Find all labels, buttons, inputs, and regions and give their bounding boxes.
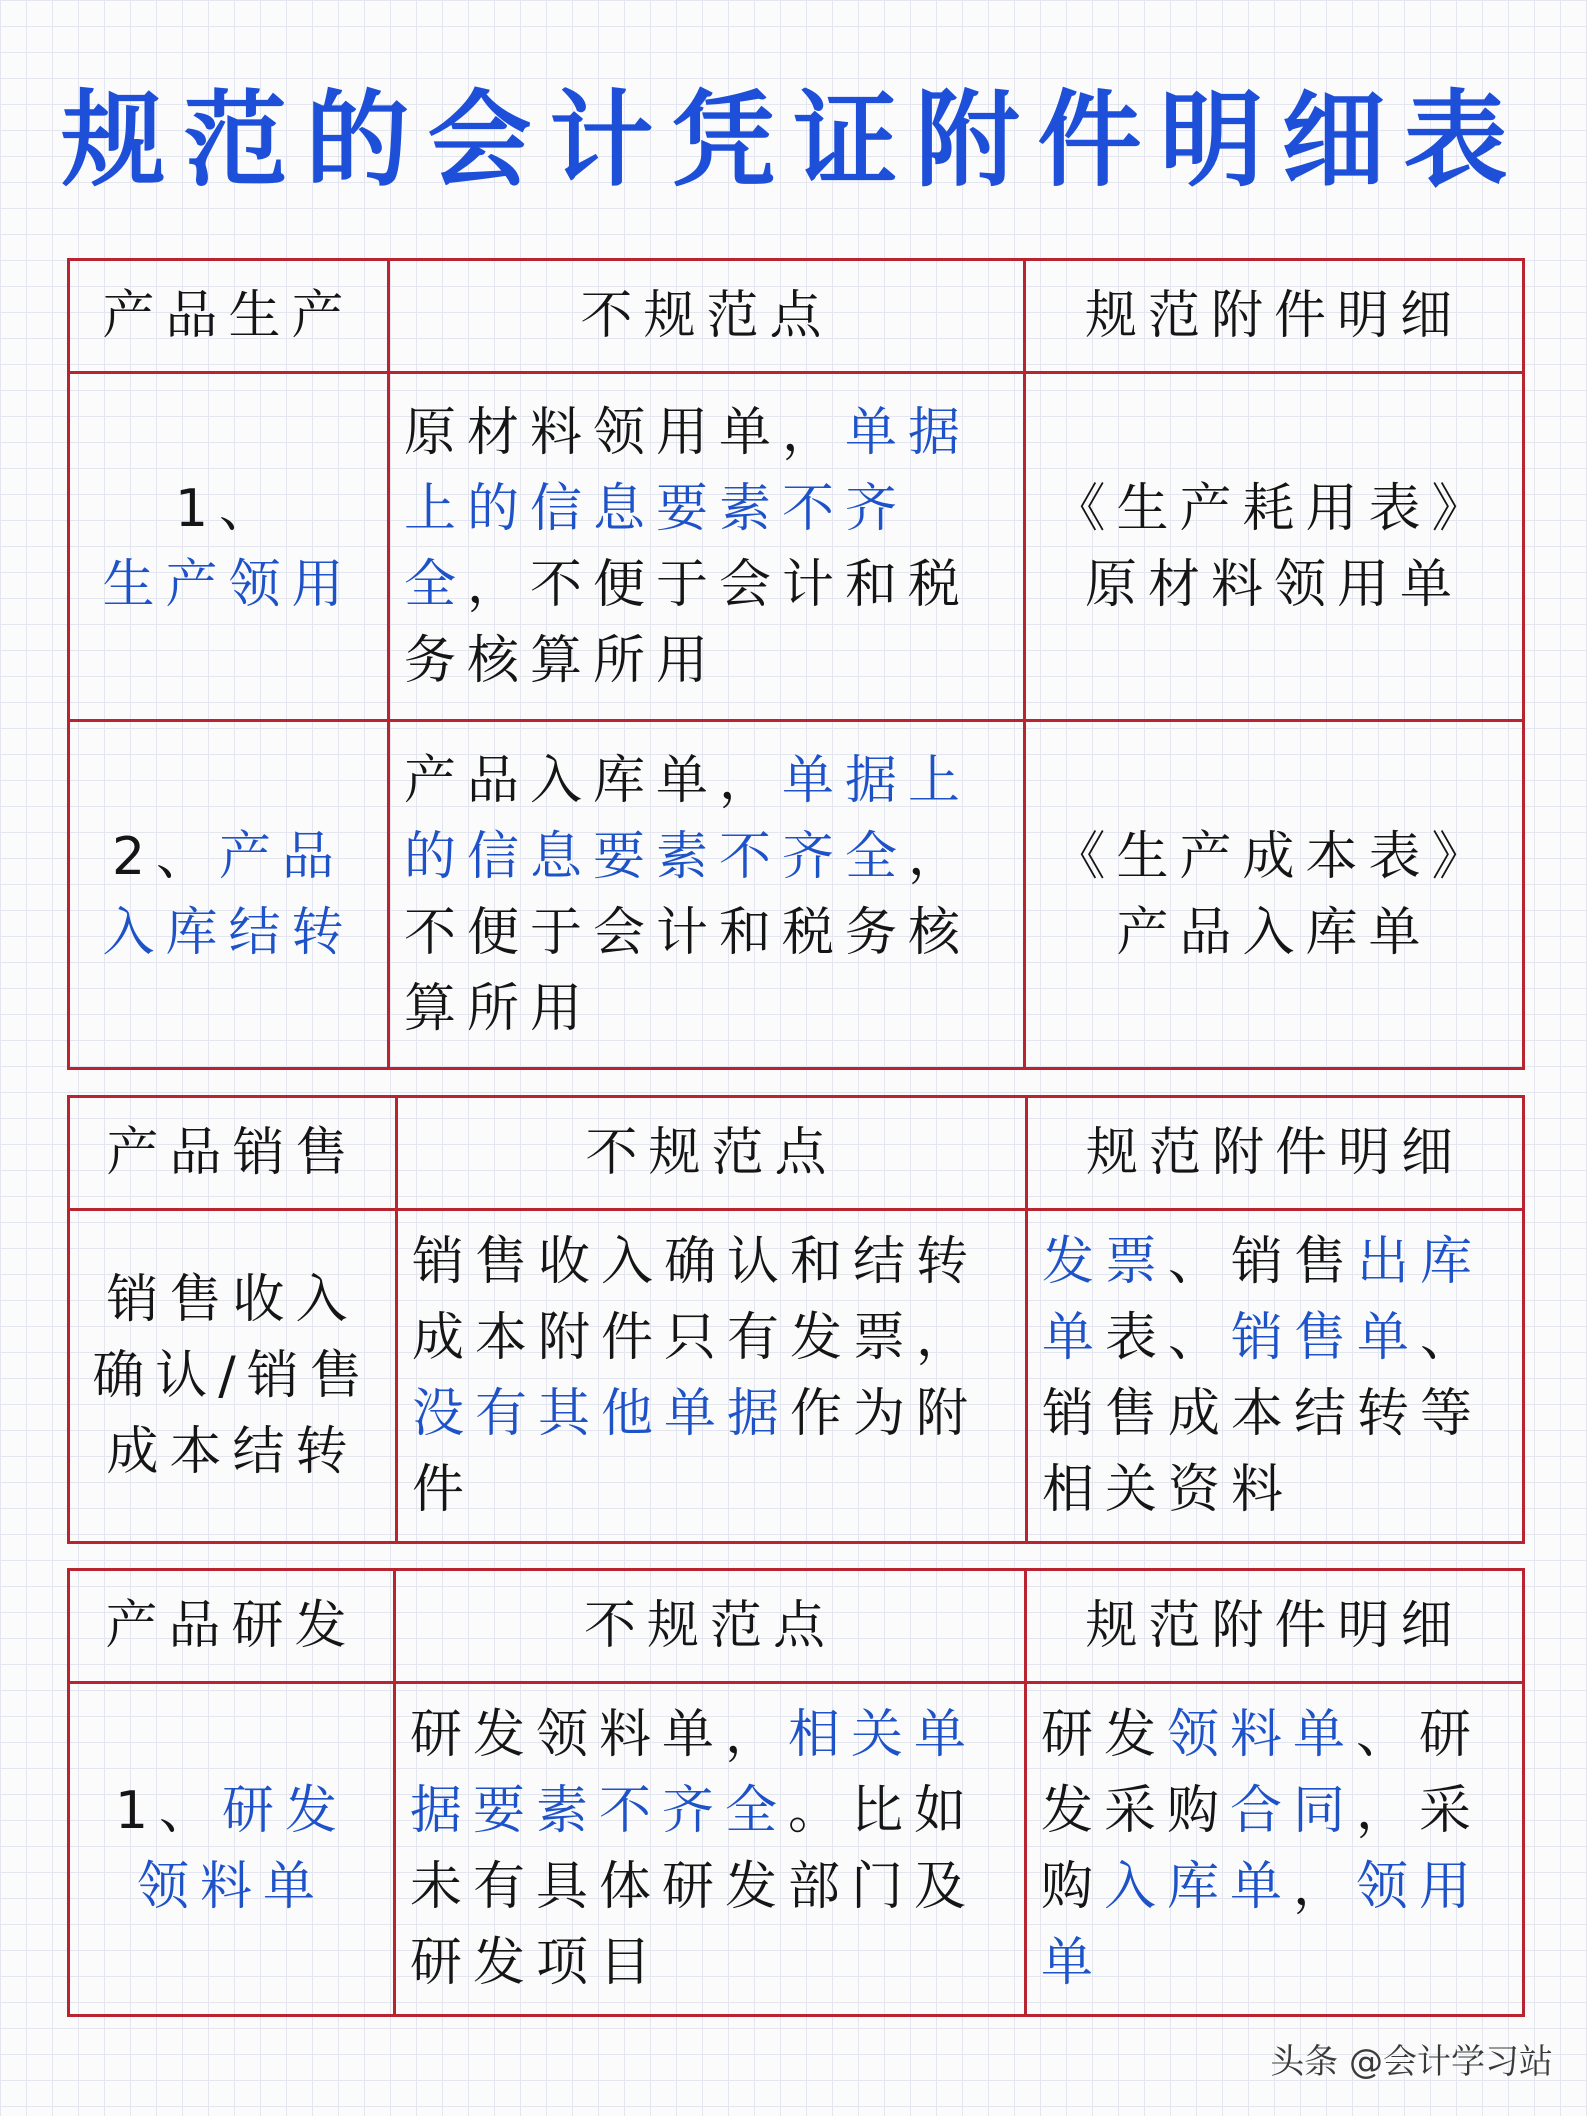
issue-cell [389, 721, 1025, 1069]
standard-cell [1027, 1210, 1524, 1543]
table-row [69, 721, 1524, 1069]
issue-text: 研发领料单， [410, 1705, 789, 1765]
row-label-text: 生产领用 [102, 554, 355, 615]
header-issue: 不规范点 [395, 1570, 1026, 1683]
issue-text: 。比如未有具体研发部门及研发项目 [410, 1781, 978, 1993]
table-row [69, 1210, 1524, 1543]
standard-cell [1025, 373, 1524, 721]
standard-highlight: 领用单 [1041, 1857, 1483, 1993]
standard-line: 原材料领用单 [1084, 554, 1463, 615]
standard-text: 、销售 [1168, 1232, 1358, 1292]
standard-line: 《生产耗用表》 [1053, 478, 1495, 539]
issue-text: ，不便于会计和税务核算所用 [404, 554, 972, 691]
standard-text: 表、 [1105, 1308, 1232, 1368]
table-row [69, 373, 1524, 721]
row-label [69, 721, 389, 1069]
standard-text: ， [1293, 1857, 1357, 1917]
header-category: 产品销售 [69, 1097, 397, 1210]
table-row [69, 1683, 1524, 2016]
watermark: 头条 @会计学习站 [1270, 2042, 1553, 2082]
issue-cell [395, 1683, 1026, 2016]
sales-table [67, 1095, 1525, 1544]
row-label [69, 373, 389, 721]
header-category: 产品研发 [69, 1570, 395, 1683]
row-number: 1、 [174, 478, 283, 539]
table-header-row [69, 1570, 1524, 1683]
issue-text: 产品入库单， [404, 750, 783, 811]
header-standard: 规范附件明细 [1027, 1097, 1524, 1210]
header-issue: 不规范点 [389, 260, 1025, 373]
standard-line: 《生产成本表》 [1053, 826, 1495, 887]
header-issue: 不规范点 [397, 1097, 1027, 1210]
issue-highlight: 没有其他单据 [412, 1384, 791, 1444]
row-number: 1、 [114, 1781, 223, 1841]
production-table [67, 258, 1525, 1070]
page-title: 规范的会计凭证附件明细表 [61, 79, 1526, 201]
row-label-text: 产品 [219, 826, 346, 887]
row-label [69, 1683, 395, 2016]
standard-text: 研发 [1041, 1705, 1168, 1765]
standard-text: 、研发采购 [1041, 1705, 1483, 1841]
standard-highlight: 领料单 [1167, 1705, 1357, 1765]
issue-text: 销售收入确认和结转成本附件只有发票， [412, 1232, 980, 1368]
row-label-text: 研发 [222, 1781, 349, 1841]
standard-highlight: 入库单 [1104, 1857, 1294, 1917]
table-header-row [69, 260, 1524, 373]
issue-text: 原材料领用单， [404, 402, 846, 463]
header-standard: 规范附件明细 [1025, 260, 1524, 373]
standard-highlight: 销售单 [1231, 1308, 1421, 1368]
issue-text: ，不便于会计和税务核算所用 [404, 826, 972, 1039]
standard-text: 、销售成本结转等相关资料 [1042, 1308, 1484, 1520]
issue-highlight: 相关单据要素不齐全 [410, 1705, 978, 1841]
row-label-text: 入库结转 [102, 902, 355, 963]
row-label-text: 领料单 [136, 1857, 326, 1917]
standard-highlight: 发票 [1042, 1232, 1169, 1292]
issue-highlight: 单据上的信息要素不齐全 [404, 402, 972, 615]
standard-highlight: 合同 [1230, 1781, 1357, 1841]
rnd-table [67, 1568, 1525, 2017]
table-header-row [69, 1097, 1524, 1210]
standard-line: 产品入库单 [1116, 902, 1432, 963]
header-standard: 规范附件明细 [1026, 1570, 1524, 1683]
header-category: 产品生产 [69, 260, 389, 373]
issue-text: 作为附件 [412, 1384, 980, 1520]
issue-cell [397, 1210, 1027, 1543]
standard-cell [1026, 1683, 1524, 2016]
issue-highlight: 单据上的信息要素不齐全 [404, 750, 972, 887]
standard-cell [1025, 721, 1524, 1069]
row-label-text: 销售收入确认/销售成本结转 [69, 1210, 397, 1543]
issue-cell [389, 373, 1025, 721]
row-number: 2、 [111, 826, 220, 887]
standard-text: ，采购 [1041, 1781, 1483, 1917]
standard-highlight: 出库单 [1042, 1232, 1484, 1368]
